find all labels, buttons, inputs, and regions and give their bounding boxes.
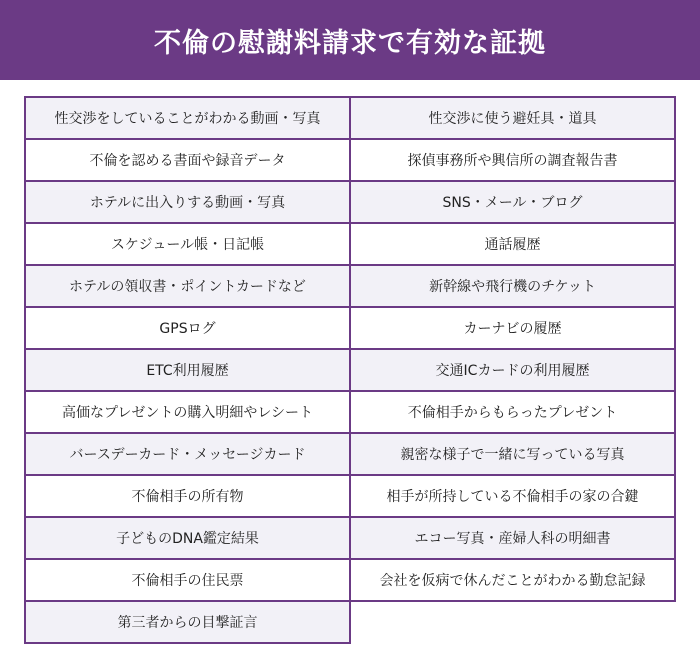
table-row (26, 140, 676, 182)
evidence-cell-right: 不倫相手からもらったプレゼント (351, 392, 676, 434)
evidence-cell-left: 不倫相手の住民票 (26, 560, 351, 602)
evidence-cell-right: 交通ICカードの利用履歴 (351, 350, 676, 392)
evidence-cell-right: エコー写真・産婦人科の明細書 (351, 518, 676, 560)
evidence-table (24, 96, 676, 644)
evidence-cell-left: ホテルに出入りする動画・写真 (26, 182, 351, 224)
evidence-cell-right: カーナビの履歴 (351, 308, 676, 350)
evidence-cell-left: ホテルの領収書・ポイントカードなど (26, 266, 351, 308)
evidence-cell-right: 性交渉に使う避妊具・道具 (351, 98, 676, 140)
evidence-cell-left: スケジュール帳・日記帳 (26, 224, 351, 266)
empty-cell (351, 602, 676, 644)
evidence-cell-left: 子どものDNA鑑定結果 (26, 518, 351, 560)
table-row (26, 392, 676, 434)
evidence-cell-left: バースデーカード・メッセージカード (26, 434, 351, 476)
table-row (26, 434, 676, 476)
evidence-cell-left: 不倫を認める書面や録音データ (26, 140, 351, 182)
table-row (26, 182, 676, 224)
page-title: 不倫の慰謝料請求で有効な証拠 (154, 27, 546, 59)
evidence-cell-left: 不倫相手の所有物 (26, 476, 351, 518)
evidence-cell-right: 親密な様子で一緒に写っている写真 (351, 434, 676, 476)
evidence-cell-right: 通話履歴 (351, 224, 676, 266)
table-row (26, 98, 676, 140)
evidence-cell-left: 第三者からの目撃証言 (26, 602, 351, 644)
table-row (26, 224, 676, 266)
table-row (26, 602, 676, 644)
table-row (26, 350, 676, 392)
table-row (26, 308, 676, 350)
table-row (26, 266, 676, 308)
evidence-cell-right: SNS・メール・ブログ (351, 182, 676, 224)
evidence-cell-left: GPSログ (26, 308, 351, 350)
evidence-cell-right: 探偵事務所や興信所の調査報告書 (351, 140, 676, 182)
evidence-cell-right: 新幹線や飛行機のチケット (351, 266, 676, 308)
evidence-cell-left: 性交渉をしていることがわかる動画・写真 (26, 98, 351, 140)
table-row (26, 560, 676, 602)
evidence-cell-left: 高価なプレゼントの購入明細やレシート (26, 392, 351, 434)
evidence-cell-right: 相手が所持している不倫相手の家の合鍵 (351, 476, 676, 518)
table-row (26, 476, 676, 518)
header-banner (0, 0, 700, 80)
table-row (26, 518, 676, 560)
evidence-cell-left: ETC利用履歴 (26, 350, 351, 392)
evidence-cell-right: 会社を仮病で休んだことがわかる勤怠記録 (351, 560, 676, 602)
